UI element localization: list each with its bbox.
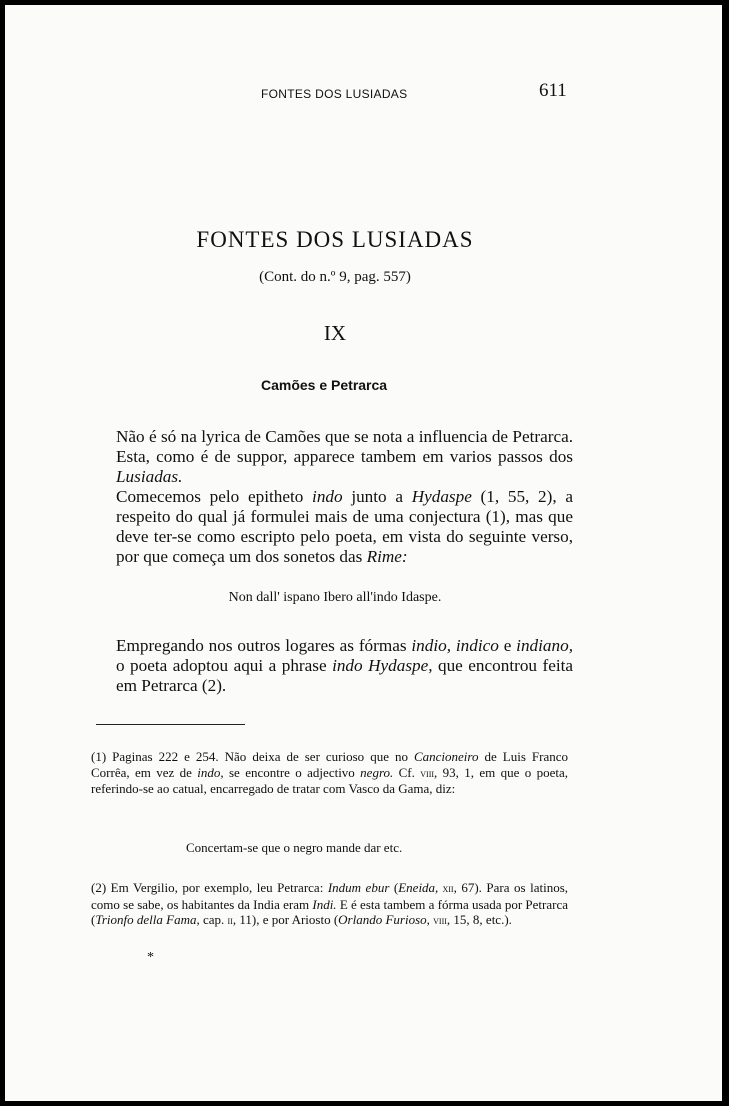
- paragraph-3-text-d: que encontrou feita em Petrarca (2).: [116, 656, 574, 695]
- footnote-1-verse: Concertam-se que o negro mande dar etc.: [186, 840, 403, 855]
- footnote-2-text-a: (2) Em Vergilio, por exemplo, leu Petrarca:: [91, 880, 328, 895]
- footnote-2-text-e: cap.: [199, 912, 228, 927]
- document-page: [5, 5, 722, 1101]
- quoted-verse: Non dall' ispano Ibero all'indo Idaspe.: [228, 590, 442, 605]
- paragraph-3-text-a: Empregando nos outros logares as fórmas: [116, 636, 412, 655]
- paragraph-2-text-c: (1, 55, 2), a respeito do qual já formulei mais de uma conjectura (1), mas que deve ter-se como escripto pelo poeta, em vista do seguinte verso, por que começa um dos sonetos das: [116, 487, 574, 566]
- paragraph-2-italic-3: Rime:: [366, 547, 408, 566]
- footnote-1-text-e: , 93, 1, em que o poeta, referindo-se ao catual, encarregado de tratar com Vasco da Gama, diz:: [91, 764, 569, 796]
- footnote-2-italic-5: Orlando Furioso,: [338, 912, 430, 927]
- footnote-2-italic-3: Indi.: [312, 896, 337, 912]
- paragraph-3-italic-3: indo Hydaspe,: [332, 656, 433, 675]
- footnote-1-text-d: Cf.: [393, 764, 421, 780]
- footnote-2-text-c: , 67). Para os latinos, como se sabe, os habitantes da India eram: [91, 880, 569, 912]
- paragraph-3-text-b: e: [498, 636, 517, 655]
- footnote-2-text-h: , 15, 8, etc.).: [446, 912, 512, 927]
- running-head: FONTES DOS LUSIADAS: [261, 87, 408, 101]
- footnote-1: [91, 749, 568, 797]
- footnote-2-italic-4: Trionfo della Fama,: [95, 912, 200, 927]
- footnote-2-text-d: E é esta tambem a fórma usada por Petrarca (: [91, 896, 568, 927]
- paragraph-2-text-a: Comecemos pelo epitheto: [116, 487, 313, 506]
- paragraph-3: [116, 636, 573, 696]
- footnote-2-roman-3: viii: [433, 914, 447, 927]
- footnote-2-italic-2: Eneida,: [398, 880, 439, 895]
- paragraph-2-italic-1: indo: [312, 487, 343, 506]
- article-subtitle: (Cont. do n.º 9, pag. 557): [259, 269, 411, 285]
- footnote-1-roman-1: viii: [420, 766, 435, 780]
- footnote-2: [91, 880, 568, 929]
- paragraph-2: [116, 487, 573, 567]
- asterisk-mark: *: [147, 950, 154, 965]
- footnote-2-text-f: , 11), e por Ariosto (: [232, 912, 339, 927]
- paragraph-1-italic: Lusiadas.: [116, 467, 183, 486]
- footnote-1-text-c: se encontre o adjectivo: [223, 764, 361, 780]
- footnote-2-roman-2: ii: [227, 914, 233, 927]
- paragraph-3-text-c: o poeta adoptou aqui a phrase: [116, 656, 333, 675]
- footnote-1-italic-2: indo,: [197, 764, 224, 780]
- paragraph-2-italic-2: Hydaspe: [411, 487, 472, 506]
- footnote-divider: [96, 724, 245, 725]
- section-number: IX: [323, 321, 347, 345]
- article-title: FONTES DOS LUSIADAS: [196, 227, 474, 252]
- paragraph-1-text: Não é só na lyrica de Camões que se nota a influencia de Petrarca. Esta, como é de suppor, apparece tambem em varios passos dos: [116, 427, 573, 466]
- section-title: Camões e Petrarca: [261, 377, 388, 393]
- paragraph-3-italic-2: indiano,: [516, 636, 573, 655]
- paragraph-1: [116, 427, 573, 487]
- footnote-2-roman-1: xii: [438, 882, 454, 895]
- paragraph-3-italic-1: indio, indico: [411, 636, 499, 655]
- page-number: 611: [539, 80, 567, 101]
- paragraph-2-text-b: junto a: [342, 487, 412, 506]
- body-text-block: [116, 427, 573, 567]
- footnote-1-text-b: de Luis Franco Corrêa, em vez de: [91, 749, 568, 780]
- footnote-1-italic-1: Cancioneiro: [413, 749, 479, 764]
- footnote-2-text-b: (: [389, 880, 399, 895]
- footnote-1-italic-3: negro.: [360, 764, 394, 780]
- footnote-1-text-a: (1) Paginas 222 e 254. Não deixa de ser curioso que no: [91, 749, 414, 764]
- footnote-2-italic-1: Indum ebur: [327, 880, 390, 895]
